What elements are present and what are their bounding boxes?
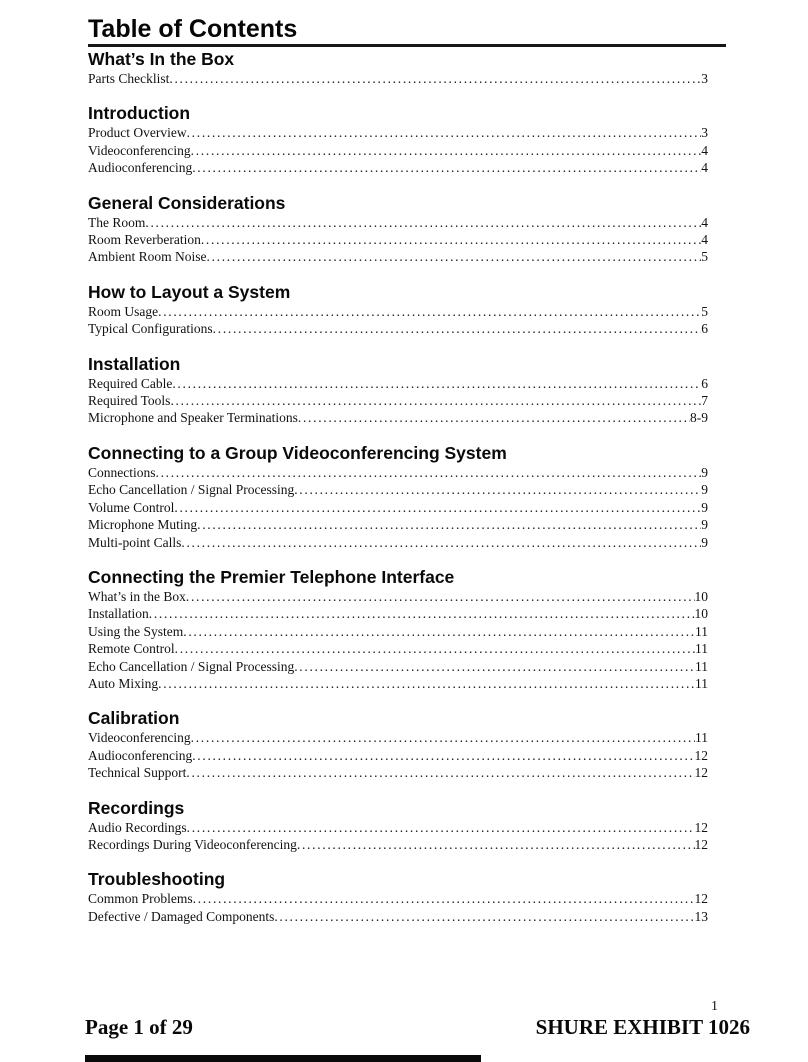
entry-page-number: 12 (694, 891, 708, 907)
dot-leader (186, 588, 695, 605)
toc-entry (88, 159, 726, 176)
toc-entry (88, 303, 726, 320)
entry-label: Technical Support (88, 765, 187, 781)
entry-page-number: 12 (694, 765, 708, 781)
entry-label: Videoconferencing (88, 142, 191, 158)
entry-label: Common Problems (88, 891, 193, 907)
entry-page-number: 12 (694, 836, 708, 852)
entry-label: Audioconferencing (88, 747, 193, 763)
entry-label: Recordings During Videoconferencing (88, 836, 297, 852)
toc-entry (88, 658, 726, 675)
dot-leader (169, 70, 701, 87)
section-heading: General Considerations (88, 192, 286, 213)
toc-entry (88, 729, 726, 746)
toc-section (88, 567, 726, 692)
dot-leader (183, 623, 695, 640)
toc-entry (88, 464, 726, 481)
title-rule (88, 44, 726, 47)
toc-entry (88, 375, 726, 392)
section-heading: Installation (88, 353, 181, 374)
toc-section (88, 49, 726, 87)
toc-section (88, 798, 726, 854)
entry-page-number: 13 (694, 908, 708, 924)
toc-section (88, 869, 726, 925)
entry-page-number: 11 (695, 623, 708, 639)
toc-entry (88, 605, 726, 622)
footer-exhibit-stamp: SHURE EXHIBIT 1026 (535, 1015, 750, 1039)
entry-page-number: 12 (694, 747, 708, 763)
entry-label: Remote Control (88, 641, 175, 657)
entry-label: Echo Cancellation / Signal Processing (88, 482, 295, 498)
toc-entry (88, 836, 726, 853)
entry-label: Microphone and Speaker Terminations (88, 410, 298, 426)
toc-section (88, 443, 726, 551)
entry-page-number: 11 (695, 675, 708, 691)
entry-label: The Room (88, 214, 146, 230)
entry-label: Product Overview (88, 125, 187, 141)
entry-label: Connections (88, 464, 156, 480)
entry-label: Room Usage (88, 303, 159, 319)
toc-entry (88, 764, 726, 781)
toc-entry (88, 623, 726, 640)
entry-label: Microphone Muting (88, 517, 198, 533)
dot-leader (193, 890, 695, 907)
dot-leader (274, 908, 694, 925)
entry-page-number: 10 (694, 606, 708, 622)
toc-entry (88, 392, 726, 409)
entry-label: Typical Configurations (88, 321, 213, 337)
section-heading: Calibration (88, 708, 180, 729)
entry-page-number: 3 (701, 71, 708, 86)
dot-leader (187, 819, 695, 836)
entry-label: Echo Cancellation / Signal Processing (88, 658, 295, 674)
entry-label: Room Reverberation (88, 232, 201, 248)
toc-sections (88, 49, 726, 925)
entry-page-number: 5 (701, 249, 708, 265)
toc-entry (88, 588, 726, 605)
entry-label: Ambient Room Noise (88, 249, 207, 265)
toc-section (88, 193, 726, 266)
dot-leader (207, 248, 702, 265)
entry-page-number: 3 (701, 125, 708, 141)
dot-leader (294, 658, 695, 675)
dot-leader (191, 142, 702, 159)
dot-leader (297, 836, 695, 853)
toc-entry (88, 320, 726, 337)
entry-label: Required Cable (88, 375, 173, 391)
toc-content (88, 14, 726, 925)
toc-entry (88, 747, 726, 764)
entry-page-number: 4 (701, 232, 708, 248)
toc-entry (88, 499, 726, 516)
dot-leader (149, 605, 695, 622)
dot-leader (201, 231, 701, 248)
section-heading: How to Layout a System (88, 281, 291, 302)
toc-entry (88, 516, 726, 533)
entry-label: Multi-point Calls (88, 534, 182, 550)
toc-entry (88, 70, 726, 87)
entry-label: Audioconferencing (88, 160, 193, 176)
dot-leader (181, 534, 701, 551)
entry-page-number: 12 (694, 819, 708, 835)
entry-page-number: 6 (701, 321, 708, 337)
section-heading: Troubleshooting (88, 869, 226, 890)
section-heading: What’s In the Box (88, 49, 235, 69)
footer-page-number: 1 (711, 999, 718, 1014)
entry-label: Installation (88, 606, 149, 622)
dot-leader (175, 640, 695, 657)
entry-label: Defective / Damaged Components (88, 908, 275, 924)
dot-leader (294, 481, 701, 498)
entry-page-number: 4 (701, 142, 708, 158)
toc-entry (88, 675, 726, 692)
toc-section (88, 354, 726, 427)
toc-entry (88, 409, 726, 426)
entry-page-number: 10 (694, 588, 708, 604)
toc-entry (88, 534, 726, 551)
dot-leader (158, 675, 695, 692)
dot-leader (174, 499, 701, 516)
entry-page-number: 11 (695, 730, 708, 746)
entry-page-number: 11 (695, 658, 708, 674)
entry-label: What’s in the Box (88, 588, 186, 604)
dot-leader (156, 464, 702, 481)
toc-entry (88, 819, 726, 836)
dot-leader (192, 159, 701, 176)
scan-artifact-bar (85, 1055, 481, 1062)
entry-label: Auto Mixing (88, 675, 159, 691)
toc-entry (88, 124, 726, 141)
dot-leader (158, 303, 701, 320)
section-heading: Recordings (88, 797, 185, 818)
entry-page-number: 7 (701, 393, 708, 409)
entry-page-number: 9 (701, 534, 708, 550)
entry-page-number: 4 (701, 160, 708, 176)
entry-label: Audio Recordings (88, 819, 187, 835)
dot-leader (213, 320, 702, 337)
toc-section (88, 708, 726, 781)
entry-page-number: 5 (701, 303, 708, 319)
toc-entry (88, 481, 726, 498)
section-heading: Connecting to a Group Videoconferencing System (88, 442, 507, 463)
entry-page-number: 6 (701, 375, 708, 391)
dot-leader (186, 764, 694, 781)
entry-page-number: 11 (695, 641, 708, 657)
entry-page-number: 9 (701, 464, 708, 480)
section-heading: Connecting the Premier Telephone Interface (88, 566, 455, 587)
entry-page-number: 9 (701, 482, 708, 498)
dot-leader (192, 747, 694, 764)
dot-leader (298, 409, 690, 426)
dot-leader (191, 729, 695, 746)
dot-leader (172, 375, 701, 392)
entry-page-number: 9 (701, 499, 708, 515)
entry-label: Using the System (88, 623, 184, 639)
toc-entry (88, 231, 726, 248)
entry-label: Required Tools (88, 393, 171, 409)
dot-leader (170, 392, 701, 409)
toc-section (88, 282, 726, 338)
dot-leader (187, 124, 702, 141)
toc-entry (88, 890, 726, 907)
toc-entry (88, 248, 726, 265)
section-heading: Introduction (88, 103, 191, 124)
page-title: Table of Contents (88, 15, 298, 43)
toc-section (88, 103, 726, 176)
entry-label: Videoconferencing (88, 730, 191, 746)
entry-page-number: 4 (701, 214, 708, 230)
entry-label: Volume Control (88, 499, 175, 515)
dot-leader (145, 214, 701, 231)
toc-entry (88, 640, 726, 657)
footer-page-indicator: Page 1 of 29 (85, 1015, 193, 1039)
toc-entry (88, 142, 726, 159)
entry-page-number: 9 (701, 517, 708, 533)
toc-entry (88, 214, 726, 231)
dot-leader (197, 516, 701, 533)
toc-entry (88, 908, 726, 925)
entry-page-number: 8-9 (690, 410, 708, 426)
entry-label: Parts Checklist (88, 71, 170, 86)
